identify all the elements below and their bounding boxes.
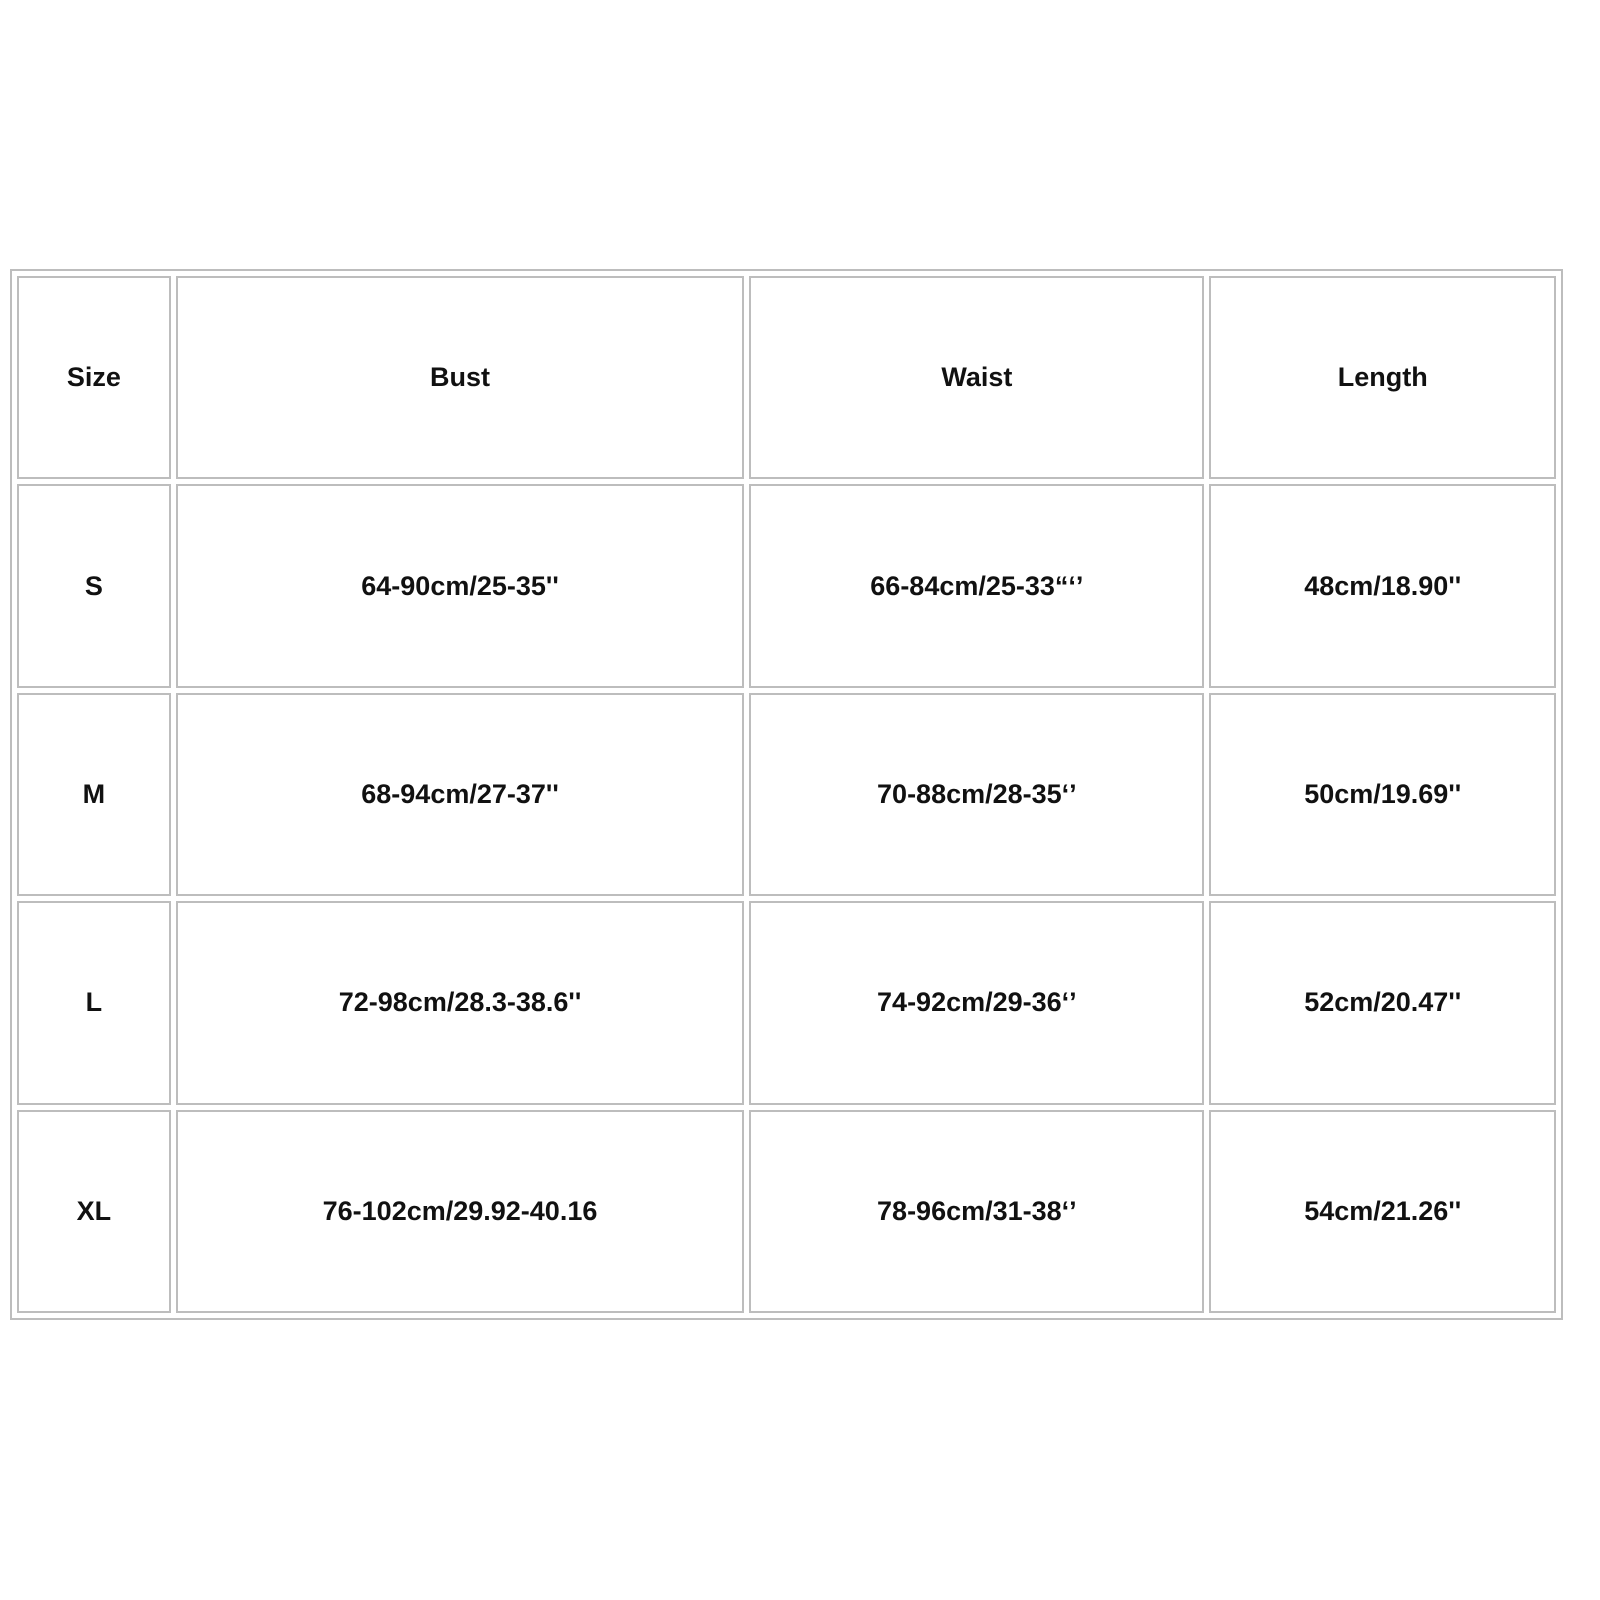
waist-cell: 70-88cm/28-35‘’ <box>749 693 1204 896</box>
table-header-row <box>17 276 1556 479</box>
header-bust: Bust <box>176 276 745 479</box>
length-cell: 52cm/20.47'' <box>1209 901 1556 1104</box>
table-row <box>17 484 1556 687</box>
table-row <box>17 901 1556 1104</box>
bust-cell: 68-94cm/27-37'' <box>176 693 745 896</box>
length-cell: 48cm/18.90'' <box>1209 484 1556 687</box>
bust-cell: 64-90cm/25-35'' <box>176 484 745 687</box>
waist-cell: 66-84cm/25-33“‘’ <box>749 484 1204 687</box>
header-length: Length <box>1209 276 1556 479</box>
bust-cell: 72-98cm/28.3-38.6'' <box>176 901 745 1104</box>
length-cell: 54cm/21.26'' <box>1209 1110 1556 1313</box>
size-chart-table <box>10 269 1563 1320</box>
header-size: Size <box>17 276 171 479</box>
waist-cell: 78-96cm/31-38‘’ <box>749 1110 1204 1313</box>
size-cell: L <box>17 901 171 1104</box>
waist-cell: 74-92cm/29-36‘’ <box>749 901 1204 1104</box>
bust-cell: 76-102cm/29.92-40.16 <box>176 1110 745 1313</box>
size-cell: M <box>17 693 171 896</box>
table-row <box>17 1110 1556 1313</box>
length-cell: 50cm/19.69'' <box>1209 693 1556 896</box>
table-row <box>17 693 1556 896</box>
size-cell: S <box>17 484 171 687</box>
size-cell: XL <box>17 1110 171 1313</box>
header-waist: Waist <box>749 276 1204 479</box>
